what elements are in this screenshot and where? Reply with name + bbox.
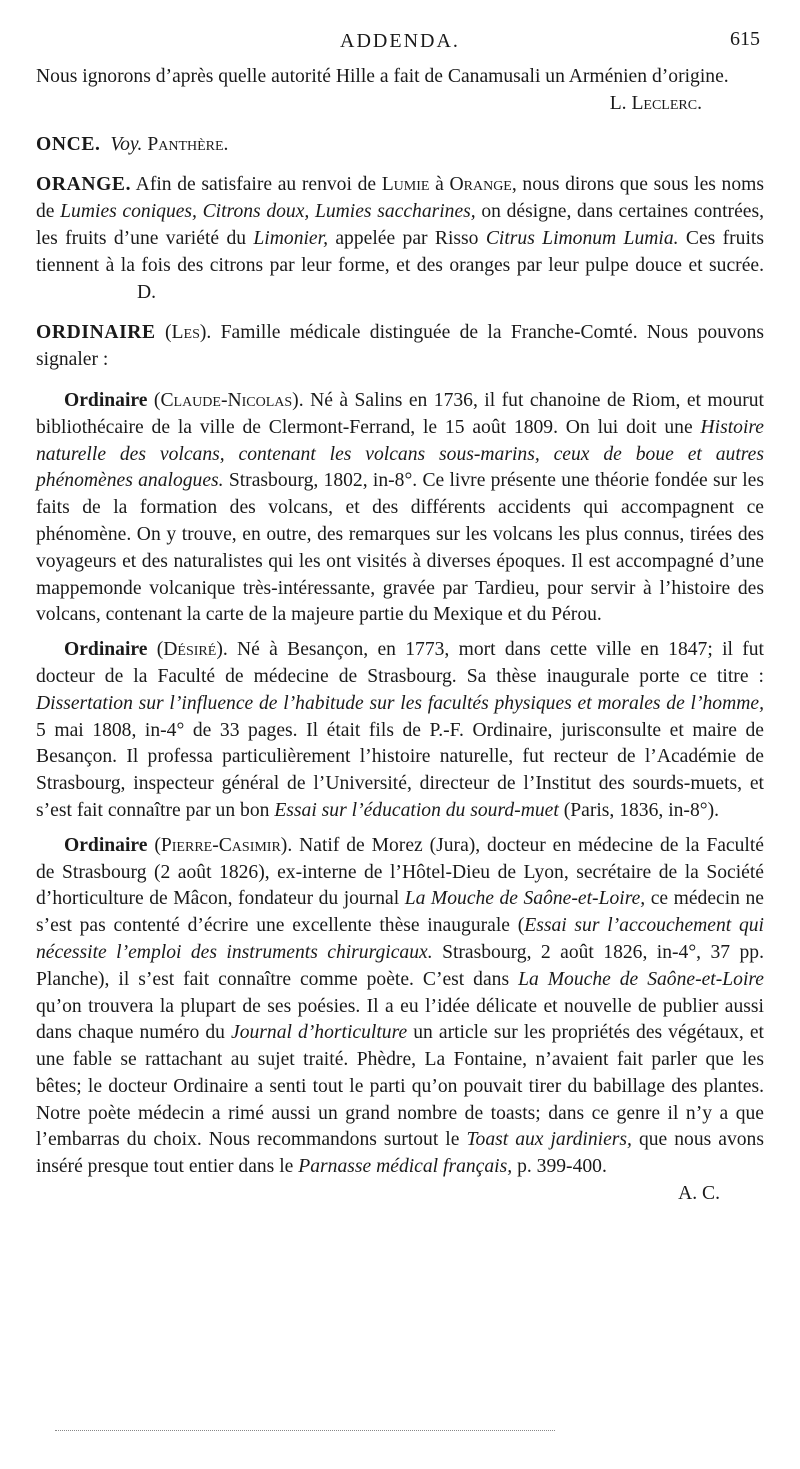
text-run: Afin de satisfaire au renvoi de xyxy=(135,174,377,196)
entry-heading-ordinaire: ORDINAIRE xyxy=(36,322,156,344)
text-run: Ces fruits tiennent à la fois des citrons par leur forme, et des oranges par leur pulpe douce et sucrée. xyxy=(36,227,764,276)
leclerc-text: Nous ignorons d’après quelle autorité Hille a fait de Canamusali un Arménien d’origine. xyxy=(36,66,729,87)
italic-run: Dissertation sur l’influence de l’habitude sur les facultés physiques et morales de l’homme, xyxy=(36,692,764,714)
page-header xyxy=(0,28,800,58)
leclerc-signature: L. Leclerc. xyxy=(609,92,702,114)
subentry-claude-nicolas xyxy=(36,388,764,629)
italic-run: Toast aux jardiniers, xyxy=(466,1129,632,1151)
italic-run: Journal d’horticulture xyxy=(231,1022,408,1044)
text-run: Strasbourg, 1802, in-8°. Ce livre présente une théorie fondée sur les faits de la formation des volcans, et des différents accidents qui accompagnent ce phénomène. On y trouve, en outre, des remarques sur les volcans les plus connus, tirées des voyageurs et des naturalistes qui les ont visités à diverses époques. Il est accompagné d’une mappemonde volcanique très-intéressante, gravée par Tardieu, pour servir à l’histoire des volcans, contenant la carte de la majeure partie du Mexique et du Pérou. xyxy=(36,470,764,626)
text-run: Né à Besançon, en 1773, mort dans cette ville en 1847; il fut docteur de la Faculté de médecine de Strasbourg. Sa thèse inaugurale porte ce titre : xyxy=(36,639,764,687)
text-run: que nous avons inséré presque tout entier dans le xyxy=(36,1129,764,1178)
italic-run: Essai sur l’accouchement qui nécessite l’emploi des instruments chirurgicaux. xyxy=(36,915,764,963)
subentry-name: Ordinaire xyxy=(64,639,148,661)
text-run: Natif de Morez (Jura), docteur en médecine de la Faculté de Strasbourg (2 août 1826), ex-interne de l’Hôtel-Dieu de Lyon, secrétaire de la Société d’horticulture de Mâcon, fondateur du journal xyxy=(36,834,764,910)
orange-signature: D. xyxy=(136,281,156,303)
text-run: 5 mai 1808, in-4° de 33 pages. Il était fils de P.-F. Ordinaire, jurisconsulte et maire de Besançon. Il professa particulièrement l’histoire naturelle, fut recteur de l’Académie de Strasbourg, inspecteur général de l’Université, directeur de l’Institut des sourds-muets, et s’est fait connaître par un bon xyxy=(36,719,764,821)
subentry-pierre-casimir xyxy=(36,833,764,1181)
voy-abbrev: Voy. xyxy=(110,133,143,155)
text-run: (Les). xyxy=(165,322,212,344)
subentry-first-names: (Désiré). xyxy=(156,639,228,661)
subentry-name: Ordinaire xyxy=(64,389,148,411)
italic-run: Parnasse médical français, xyxy=(298,1156,513,1178)
text-run: p. 399-400. xyxy=(517,1156,607,1178)
entry-ordinaire xyxy=(36,320,764,374)
italic-run: Histoire naturelle des volcans, contenant les volcans sous-marins, ceux de boue et autres phénomènes analogues. xyxy=(36,416,764,492)
italic-run: Limonier, xyxy=(253,227,328,249)
text-run: (Paris, 1836, in-8°). xyxy=(563,799,720,821)
italic-run: Lumies coniques, Citrons doux, Lumies saccharines, xyxy=(60,201,476,223)
italic-run: Essai sur l’éducation du sourd-muet xyxy=(274,799,559,821)
subentry-name: Ordinaire xyxy=(64,834,148,856)
entry-once xyxy=(36,132,764,159)
cross-reference-orange: Orange, xyxy=(449,174,517,196)
text-run: Né à Salins en 1736, il fut chanoine de Riom, et mourut bibliothécaire de la ville de Clermont-Ferrand, le 15 août 1809. On lui doit une xyxy=(36,389,765,438)
running-title: ADDENDA. xyxy=(340,30,460,52)
page-number: 615 xyxy=(730,28,760,50)
pierre-signature: A. C. xyxy=(678,1183,720,1205)
entry-heading-once: ONCE. xyxy=(36,133,101,155)
leclerc-paragraph xyxy=(36,64,764,91)
text-run: Famille médicale distinguée de la Franche-Comté. Nous pouvons signaler : xyxy=(36,322,765,371)
text-run: à xyxy=(435,174,444,196)
footer-dotted-rule xyxy=(55,1430,555,1432)
subentry-desire xyxy=(36,637,764,825)
text-run: nous dirons que sous les noms de xyxy=(36,174,764,223)
subentry-first-names: (Pierre-Casimir). xyxy=(154,834,293,856)
text-run: ce médecin ne s’est pas contenté d’écrire une excellente thèse inaugurale ( xyxy=(36,888,764,937)
text-run: qu’on trouvera la plupart de ses poésies. Il a eu l’idée délicate et nouvelle de publier aussi dans chaque numéro du xyxy=(36,995,764,1044)
page-body xyxy=(36,64,764,1208)
subentry-first-names: (Claude-Nicolas). xyxy=(153,389,304,411)
entry-orange xyxy=(36,172,764,306)
italic-run: La Mouche de Saône-et-Loire xyxy=(518,968,765,990)
entry-heading-orange: ORANGE. xyxy=(36,174,132,196)
italic-run: Citrus Limonum Lumia. xyxy=(485,227,679,249)
text-run: un article sur les propriétés des végétaux, et une fable se rattachant au sujet traité. Phèdre, La Fontaine, n’avaient fait parler que les bêtes; le docteur Ordinaire a senti tout le parti qu’on pouvait tirer du babillage des plantes. Notre poète médecin a rimé aussi un grand nombre de toasts; dans ce genre il n’y a que l’embarras du choix. Nous recommandons surtout le xyxy=(36,1022,764,1151)
cross-reference-panthere: Panthère. xyxy=(147,133,229,155)
text-run: appelée par Risso xyxy=(335,227,479,249)
text-run: Strasbourg, 2 août 1826, in-4°, 37 pp. Planche), il s’est fait connaître comme poète. C’est dans xyxy=(36,941,764,990)
text-run: on désigne, dans certaines contrées, les fruits d’une variété du xyxy=(36,201,764,249)
cross-reference-lumie: Lumie xyxy=(381,174,430,196)
italic-run: La Mouche de Saône-et-Loire, xyxy=(404,888,646,910)
